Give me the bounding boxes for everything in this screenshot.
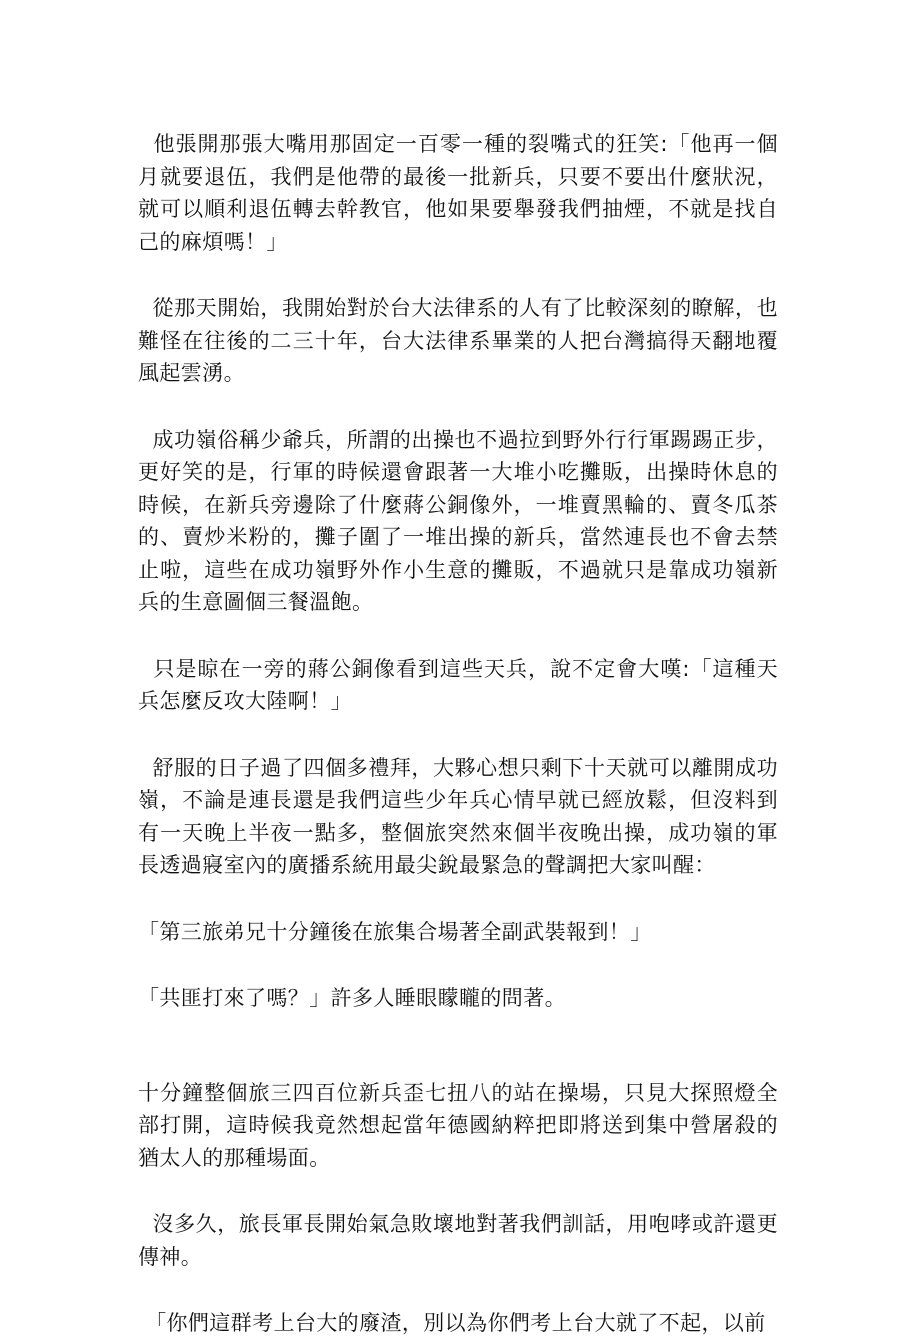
paragraph-laughing-officer: 他張開那張大嘴用那固定一百零一種的裂嘴式的狂笑:「他再一個月就要退伍，我們是他帶的最後一批新兵，只要不要出什麼狀況，就可以順利退伍轉去幹教官，他如果要舉發我們抽煙，不就是找自己的麻煩嗎！」: [138, 132, 778, 254]
paragraph-midnight-call: 舒服的日子過了四個多禮拜，大夥心想只剩下十天就可以離開成功嶺，不論是連長還是我們這些少年兵心情早就已經放鬆，但沒料到有一天晚上半夜一點多，整個旅突然來個半夜晚出操，成功嶺的軍長透過寢室內的廣播系統用最尖銳最緊急的聲調把大家叫醒：: [138, 755, 778, 877]
document-page: [138, 128, 778, 1340]
paragraph-statue: 只是晾在一旁的蔣公銅像看到這些天兵，說不定會大嘆:「這種天兵怎麼反攻大陸啊！」: [138, 656, 778, 713]
paragraph-chenggong-ridge: 成功嶺俗稱少爺兵，所謂的出操也不過拉到野外行行軍踢踢正步，更好笑的是，行軍的時候還會跟著一大堆小吃攤販，出操時休息的時候，在新兵旁邊除了什麼蔣公銅像外，一堆賣黑輪的、賣冬瓜茶的、賣炒米粉的，攤子圍了一堆出操的新兵，當然連長也不會去禁止啦，這些在成功嶺野外作小生意的攤販，不過就只是靠成功嶺新兵的生意圖個三餐溫飽。: [138, 427, 778, 614]
paragraph-assembly: 十分鐘整個旅三四百位新兵歪七扭八的站在操場，只見大探照燈全部打開，這時候我竟然想起當年德國納粹把即將送到集中營屠殺的猶太人的那種場面。: [138, 1080, 778, 1170]
paragraph-question: 「共匪打來了嗎？」許多人睡眼矇矓的問著。: [138, 986, 566, 1010]
paragraph-quote-start: 「你們這群考上台大的廢渣，別以為你們考上台大就了不起，以前: [138, 1311, 766, 1335]
paragraph-speech: 沒多久，旅長軍長開始氣急敗壞地對著我們訓話，用咆哮或許還更傳神。: [138, 1212, 778, 1269]
paragraph-law-department: 從那天開始，我開始對於台大法律系的人有了比較深刻的瞭解，也難怪在往後的二三十年，台大法律系畢業的人把台灣搞得天翻地覆風起雲湧。: [138, 296, 778, 385]
paragraph-announcement: 「第三旅弟兄十分鐘後在旅集合場著全副武裝報到！」: [138, 919, 652, 944]
